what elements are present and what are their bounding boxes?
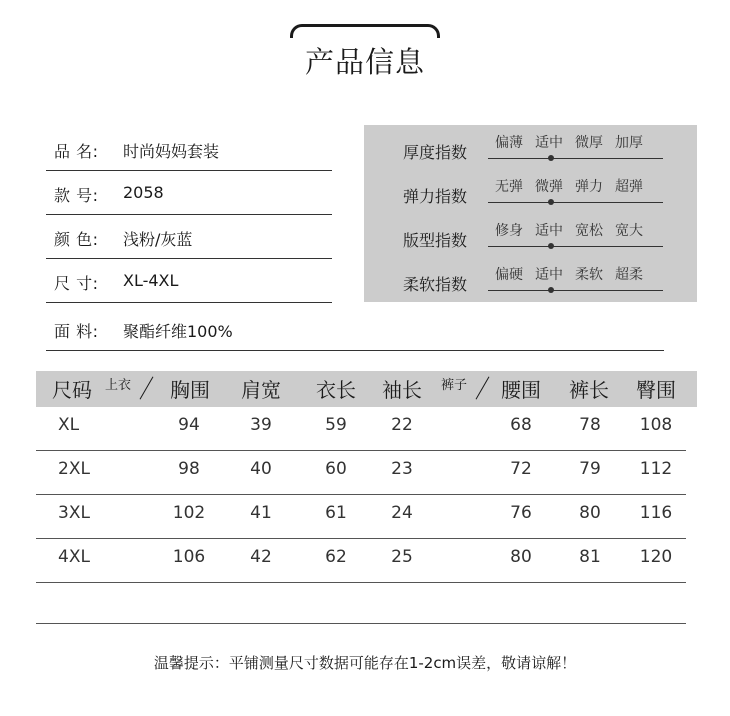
table-cell: 108 xyxy=(639,415,673,435)
size-label: 2XL xyxy=(58,459,90,479)
info-row-material xyxy=(46,307,664,351)
table-cell: 80 xyxy=(510,547,532,567)
table-cell: 106 xyxy=(172,547,206,567)
index-options xyxy=(495,264,665,284)
table-cell: 120 xyxy=(639,547,673,567)
size-label: XL xyxy=(58,415,80,435)
table-cell: 40 xyxy=(250,459,272,479)
index-option: 适中 xyxy=(535,267,563,283)
table-row xyxy=(36,539,686,583)
index-option: 偏薄 xyxy=(495,135,523,151)
index-option: 修身 xyxy=(495,223,523,239)
index-option: 宽松 xyxy=(575,223,603,239)
table-row xyxy=(36,451,686,495)
info-value: 浅粉/灰蓝 xyxy=(123,230,193,249)
table-cell: 79 xyxy=(579,459,601,479)
info-value: 时尚妈妈套装 xyxy=(123,142,220,161)
table-cell: 24 xyxy=(391,503,413,523)
index-option: 微厚 xyxy=(575,135,603,151)
table-cell: 59 xyxy=(325,415,347,435)
index-row-fit xyxy=(364,215,697,259)
table-cell: 61 xyxy=(325,503,347,523)
info-row-code xyxy=(46,171,332,215)
table-cell: 25 xyxy=(391,547,413,567)
index-marker xyxy=(548,155,554,161)
table-cell: 94 xyxy=(178,415,200,435)
index-options xyxy=(495,132,665,152)
info-value: 2058 xyxy=(123,183,164,202)
index-options xyxy=(495,176,665,196)
header-pants-group: 裤子 xyxy=(441,378,468,393)
table-cell: 72 xyxy=(510,459,532,479)
measurement-note: 温馨提示：平铺测量尺寸数据可能存在1-2cm误差，敬请谅解！ xyxy=(153,654,577,672)
table-cell: 42 xyxy=(250,547,272,567)
index-option: 弹力 xyxy=(575,179,603,195)
index-option: 偏硬 xyxy=(495,267,523,283)
table-cell: 112 xyxy=(639,459,673,479)
index-label: 柔软指数 xyxy=(403,275,468,294)
header-top-group: 上衣 xyxy=(105,378,132,393)
index-marker xyxy=(548,243,554,249)
index-option: 加厚 xyxy=(615,135,643,151)
info-key: 品 名: xyxy=(54,142,99,161)
index-row-softness xyxy=(364,259,697,303)
index-scale-line xyxy=(488,158,663,159)
table-cell: 76 xyxy=(510,503,532,523)
table-cell: 98 xyxy=(178,459,200,479)
table-cell: 39 xyxy=(250,415,272,435)
table-cell: 41 xyxy=(250,503,272,523)
index-option: 无弹 xyxy=(495,179,523,195)
header-pants-length: 裤长 xyxy=(569,378,609,402)
table-cell: 22 xyxy=(391,415,413,435)
info-row-size xyxy=(46,259,332,303)
index-options xyxy=(495,220,665,240)
page-title: 产品信息 xyxy=(304,45,425,79)
index-marker xyxy=(548,199,554,205)
index-marker xyxy=(548,287,554,293)
index-option: 超柔 xyxy=(615,267,643,283)
table-cell: 68 xyxy=(510,415,532,435)
index-scale-line xyxy=(488,202,663,203)
table-cell: 80 xyxy=(579,503,601,523)
table-cell: 78 xyxy=(579,415,601,435)
size-label: 3XL xyxy=(58,503,90,523)
table-row xyxy=(36,407,686,451)
index-label: 版型指数 xyxy=(403,231,468,250)
table-cell: 62 xyxy=(325,547,347,567)
table-cell: 60 xyxy=(325,459,347,479)
info-value: 聚酯纤维100% xyxy=(123,322,233,341)
info-value: XL-4XL xyxy=(123,271,179,290)
index-option: 柔软 xyxy=(575,267,603,283)
header-size: 尺码 xyxy=(52,378,92,402)
index-panel xyxy=(364,125,697,302)
size-label: 4XL xyxy=(58,547,90,567)
header-sleeve: 袖长 xyxy=(382,378,422,402)
index-label: 厚度指数 xyxy=(403,143,468,162)
table-cell: 102 xyxy=(172,503,206,523)
info-key: 面 料: xyxy=(54,322,99,341)
header-divider xyxy=(476,376,490,399)
index-scale-line xyxy=(488,290,663,291)
table-cell: 81 xyxy=(579,547,601,567)
table-cell: 23 xyxy=(391,459,413,479)
index-option: 适中 xyxy=(535,135,563,151)
index-option: 适中 xyxy=(535,223,563,239)
header-length: 衣长 xyxy=(316,378,356,402)
info-key: 款 号: xyxy=(54,186,99,205)
header-divider xyxy=(140,376,154,399)
divider xyxy=(36,623,686,624)
header-hip: 臀围 xyxy=(636,378,676,402)
header-shoulder: 肩宽 xyxy=(241,378,281,402)
index-row-elasticity xyxy=(364,171,697,215)
title-decoration xyxy=(290,24,440,38)
info-row-color xyxy=(46,215,332,259)
index-option: 超弹 xyxy=(615,179,643,195)
table-row xyxy=(36,495,686,539)
index-option: 微弹 xyxy=(535,179,563,195)
info-row-name xyxy=(46,127,332,171)
index-label: 弹力指数 xyxy=(403,187,468,206)
index-option: 宽大 xyxy=(615,223,643,239)
table-cell: 116 xyxy=(639,503,673,523)
index-row-thickness xyxy=(364,127,697,171)
header-waist: 腰围 xyxy=(501,378,541,402)
info-key: 尺 寸: xyxy=(54,274,99,293)
size-table-header xyxy=(36,371,697,407)
index-scale-line xyxy=(488,246,663,247)
header-chest: 胸围 xyxy=(170,378,210,402)
info-key: 颜 色: xyxy=(54,230,99,249)
